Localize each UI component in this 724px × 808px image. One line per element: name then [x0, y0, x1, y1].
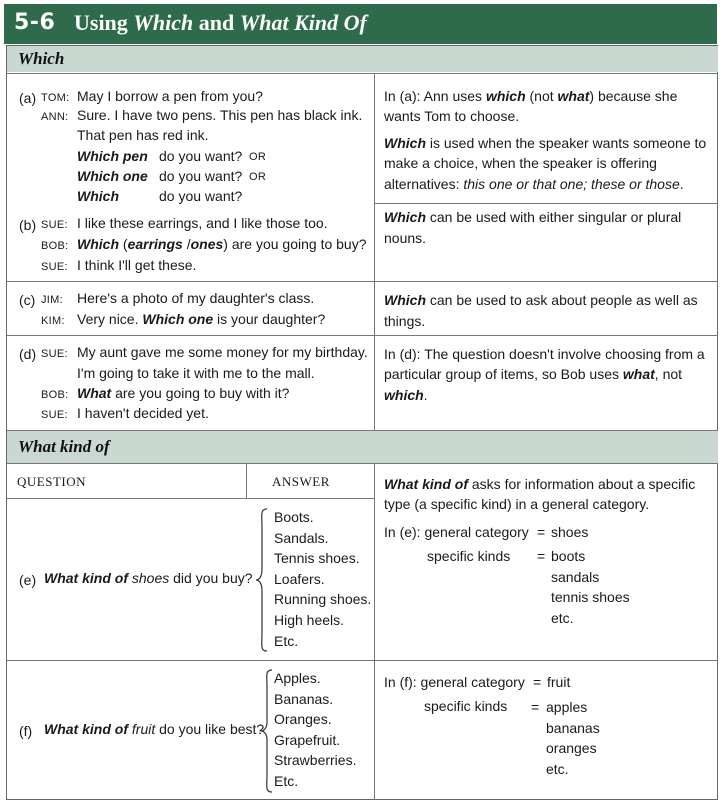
speaker: SUE:	[41, 261, 68, 273]
answer-item: High heels.	[274, 612, 345, 628]
example-label: (b)	[19, 217, 37, 233]
speaker: JIM:	[41, 294, 63, 306]
equals-sign: =	[537, 524, 546, 540]
dialogue-line: I think I'll get these.	[77, 257, 197, 273]
chart-number: 5-6	[14, 10, 56, 35]
equals-sign: =	[533, 674, 542, 690]
speaker: SUE:	[41, 409, 68, 421]
kind-item: bananas	[546, 719, 600, 736]
speaker: BOB:	[41, 240, 69, 252]
note-line: which.	[384, 387, 428, 403]
dialogue-line: do you want?	[159, 188, 243, 204]
speaker: BOB:	[41, 389, 69, 401]
kind-item: sandals	[551, 568, 600, 585]
divider	[7, 73, 718, 74]
dialogue-line: I'm going to take it with me to the mall.	[77, 365, 315, 381]
note-line: In (a): Ann uses which (not what) because she	[384, 88, 678, 104]
divider	[375, 203, 718, 204]
equals-sign: =	[531, 699, 540, 715]
note-line: In (e): general category	[384, 524, 529, 540]
note-line: In (f): general category	[384, 674, 525, 690]
question-line: What kind of shoes did you buy?	[44, 570, 253, 586]
speaker: SUE:	[41, 348, 68, 360]
kind-item: boots	[551, 548, 586, 564]
note-line: What kind of asks for information about a specific	[384, 476, 696, 492]
divider	[7, 463, 718, 464]
divider	[7, 660, 718, 661]
note-line: alternatives: this one or that one; these or those.	[384, 176, 684, 192]
which-section-title: Which	[18, 49, 65, 68]
dialogue-line: I like these earrings, and I like those too.	[77, 215, 328, 231]
note-value: shoes	[551, 524, 589, 540]
equals-sign: =	[537, 548, 546, 564]
answer-item: Etc.	[274, 773, 299, 789]
answer-item: Loafers.	[274, 570, 325, 587]
speaker: TOM:	[41, 92, 70, 104]
kind-item: etc.	[546, 760, 569, 777]
note-line: wants Tom to choose.	[384, 108, 520, 124]
or-word: OR	[249, 171, 267, 183]
speaker: KIM:	[41, 315, 65, 327]
column-divider	[374, 464, 375, 800]
divider	[7, 498, 374, 499]
divider	[7, 281, 718, 282]
answer-item: Etc.	[274, 632, 299, 649]
example-label: (c)	[19, 292, 36, 308]
note-line: Which can be used to ask about people as well as	[384, 292, 698, 308]
dialogue-line: I haven't decided yet.	[77, 405, 209, 421]
note-line: specific kinds	[424, 698, 508, 714]
left-brace-icon	[260, 668, 274, 794]
column-divider	[374, 74, 375, 430]
answer-item: Tennis shoes.	[274, 550, 360, 567]
speaker: SUE:	[41, 219, 68, 231]
answer-item: Running shoes.	[274, 591, 372, 608]
or-word: OR	[249, 151, 267, 163]
column-header-question: QUESTION	[17, 474, 86, 489]
dialogue-line: do you want?	[159, 168, 243, 184]
what-kind-of-section-title: What kind of	[18, 437, 110, 456]
question-line: What kind of fruit do you like best?	[44, 721, 265, 737]
answer-item: Boots.	[274, 509, 314, 525]
dialogue-line: My aunt gave me some money for my birthday.	[77, 344, 368, 360]
dialogue-line: Here's a photo of my daughter's class.	[77, 290, 315, 306]
left-brace-icon	[255, 507, 269, 653]
answer-item: Strawberries.	[274, 752, 357, 769]
kind-item: tennis shoes	[551, 589, 630, 605]
note-line: In (d): The question doesn't involve choosing from a	[384, 346, 705, 362]
example-label: (d)	[19, 346, 37, 362]
dialogue-line: What are you going to buy with it?	[77, 385, 290, 401]
dialogue-line: May I borrow a pen from you?	[77, 88, 263, 104]
dialogue-bold: Which pen	[77, 148, 148, 164]
example-label: (f)	[19, 723, 33, 739]
dialogue-line: do you want?	[159, 148, 243, 164]
answer-item: Sandals.	[274, 529, 329, 546]
note-line: type (a specific kind) in a general category.	[384, 496, 650, 512]
dialogue-line: Very nice. Which one is your daughter?	[77, 311, 326, 327]
kind-item: etc.	[551, 609, 574, 626]
kind-item: apples	[546, 699, 588, 715]
which-section-header	[7, 46, 718, 72]
dialogue-line: Which (earrings /ones) are you going to buy?	[77, 236, 367, 252]
example-label: (a)	[19, 90, 37, 106]
answer-item: Apples.	[274, 670, 321, 686]
note-line: make a choice, when the speaker is offering	[384, 155, 657, 171]
note-line: nouns.	[384, 230, 427, 246]
speaker: ANN:	[41, 111, 69, 123]
dialogue-bold: Which	[77, 188, 119, 204]
column-divider	[246, 464, 247, 499]
answer-item: Oranges.	[274, 711, 332, 728]
answer-item: Grapefruit.	[274, 731, 341, 748]
what-kind-of-section-header	[7, 431, 718, 463]
kind-item: oranges	[546, 740, 597, 756]
divider	[7, 335, 718, 336]
note-line: specific kinds	[427, 548, 511, 564]
note-line: things.	[384, 313, 426, 329]
chart-title: Using Which and What Kind Of	[74, 10, 367, 35]
example-label: (e)	[19, 572, 37, 588]
dialogue-line: That pen has red ink.	[77, 127, 209, 143]
note-value: fruit	[547, 674, 571, 690]
dialogue-bold: Which one	[77, 168, 148, 184]
column-header-answer: ANSWER	[272, 474, 330, 489]
note-line: Which can be used with either singular or plural	[384, 209, 682, 225]
note-line: particular group of items, so Bob uses what, not	[384, 366, 683, 382]
note-line: Which is used when the speaker wants someone to	[384, 135, 707, 151]
dialogue-line: Sure. I have two pens. This pen has black ink.	[77, 107, 363, 123]
answer-item: Bananas.	[274, 690, 334, 707]
